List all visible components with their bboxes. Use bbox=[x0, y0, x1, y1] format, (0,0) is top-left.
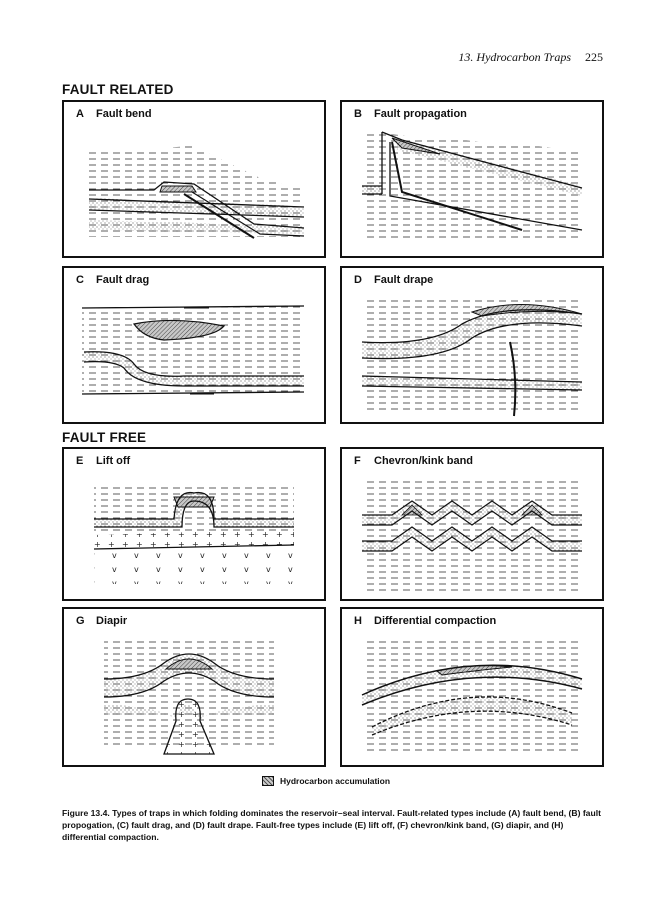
figure-caption: Figure 13.4. Types of traps in which folding dominates the reservoir–seal interval. Fault-related types include (A) fault bend, (B) fault propogation, (C) fault drag, and (D) fault drape. Fault-free types include (E) lift off, (F) chevron/kink band, (G) diapir, and (H) differential compaction. bbox=[62, 808, 601, 842]
running-header bbox=[458, 50, 603, 65]
panel-title: Fault bend bbox=[96, 108, 152, 120]
diagram-chevron-kink-band bbox=[342, 449, 602, 599]
legend-label: Hydrocarbon accumulation bbox=[280, 776, 391, 786]
panel-letter: F bbox=[354, 455, 361, 467]
section-fault-related: FAULT RELATED bbox=[62, 82, 174, 97]
panel-h-differential-compaction bbox=[340, 607, 604, 767]
panel-letter: G bbox=[76, 615, 85, 627]
chapter-title: 13. Hydrocarbon Traps bbox=[458, 50, 571, 64]
diagram-fault-propagation bbox=[342, 102, 602, 256]
panel-g-diapir bbox=[62, 607, 326, 767]
diagram-fault-bend bbox=[64, 102, 324, 256]
diagram-fault-drape bbox=[342, 268, 602, 422]
panel-title: Fault drape bbox=[374, 274, 434, 286]
panel-title: Chevron/kink band bbox=[374, 455, 474, 467]
page-number: 225 bbox=[585, 50, 603, 64]
panel-letter: B bbox=[354, 108, 362, 120]
panel-letter: H bbox=[354, 615, 362, 627]
diagram-diapir bbox=[64, 609, 324, 765]
panel-title: Fault propagation bbox=[374, 108, 467, 120]
panel-c-fault-drag bbox=[62, 266, 326, 424]
panel-title: Diapir bbox=[96, 615, 128, 627]
panel-title: Differential compaction bbox=[374, 615, 497, 627]
diagram-differential-compaction bbox=[342, 609, 602, 765]
panel-letter: C bbox=[76, 274, 84, 286]
panel-d-fault-drape bbox=[340, 266, 604, 424]
diagram-fault-drag bbox=[64, 268, 324, 422]
panel-letter: A bbox=[76, 108, 84, 120]
panel-title: Lift off bbox=[96, 455, 131, 467]
panel-letter: D bbox=[354, 274, 362, 286]
panel-letter: E bbox=[76, 455, 84, 467]
panel-b-fault-propagation bbox=[340, 100, 604, 258]
diagram-lift-off bbox=[64, 449, 324, 599]
panel-a-fault-bend bbox=[62, 100, 326, 258]
hydrocarbon-swatch bbox=[262, 776, 274, 786]
panel-e-lift-off bbox=[62, 447, 326, 601]
section-fault-free: FAULT FREE bbox=[62, 430, 147, 445]
panel-title: Fault drag bbox=[96, 274, 150, 286]
panel-f-chevron-kink-band bbox=[340, 447, 604, 601]
legend bbox=[262, 776, 390, 786]
